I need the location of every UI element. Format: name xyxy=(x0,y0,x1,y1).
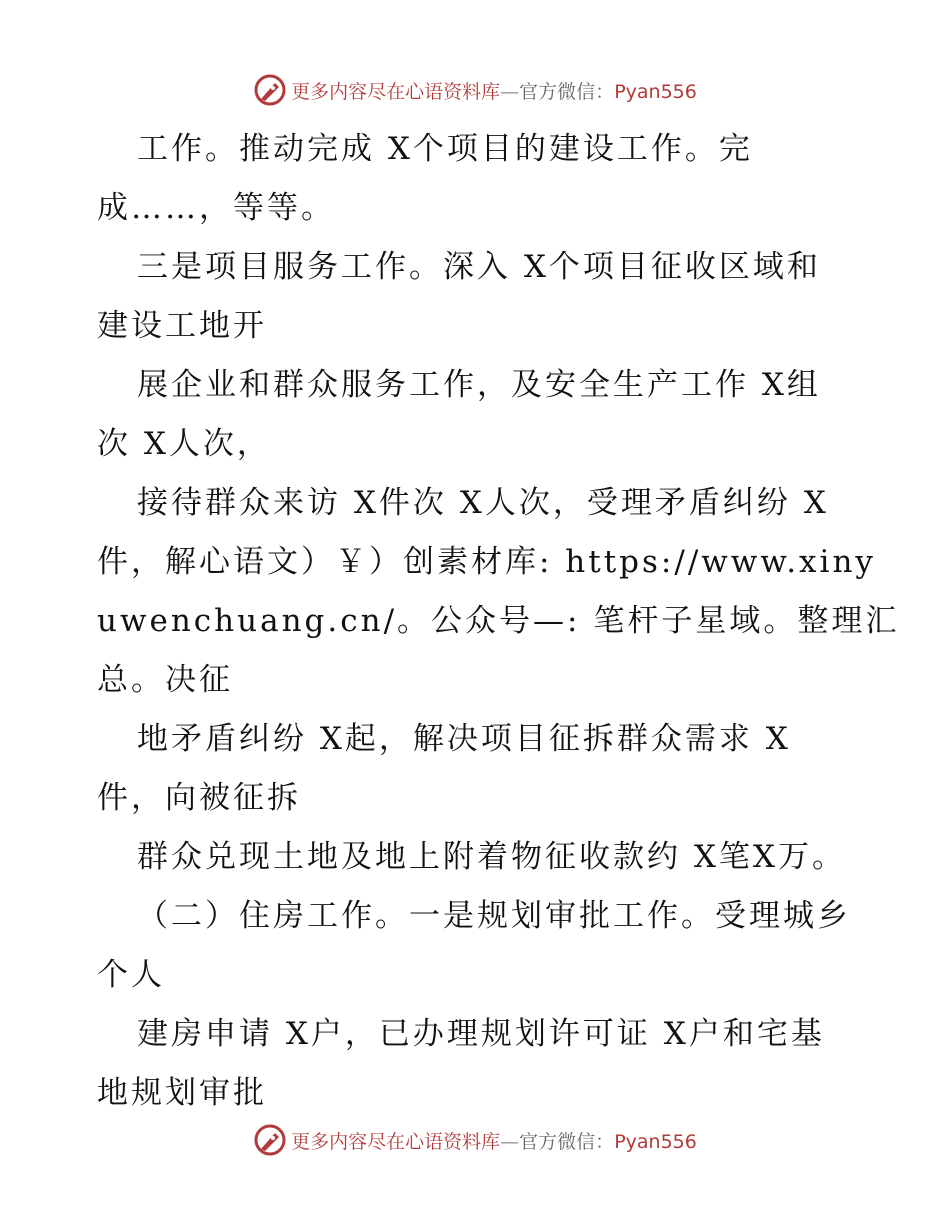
text-line: 建房申请 X户，已办理规划许可证 X户和宅基 xyxy=(137,1016,825,1052)
text-line: 个人 xyxy=(97,957,165,993)
pen-nib-logo-icon xyxy=(253,73,287,107)
pen-nib-logo-icon xyxy=(253,1123,287,1157)
text-line: （二）住房工作。一是规划审批工作。受理城乡 xyxy=(137,898,851,934)
document-body xyxy=(97,120,900,1123)
banner-title: 更多内容尽在心语资料库 xyxy=(291,1130,501,1153)
text-line: 成……，等等。 xyxy=(97,190,335,226)
wechat-label: 官方微信： xyxy=(519,80,615,103)
footer-banner xyxy=(0,1120,950,1160)
text-line: 次 X人次， xyxy=(97,426,271,462)
text-line: 地规划审批 xyxy=(97,1075,267,1111)
text-line: 建设工地开 xyxy=(97,308,267,344)
text-line: 展企业和群众服务工作，及安全生产工作 X组 xyxy=(137,367,821,403)
text-line: uwenchuang.cn/。公众号—: 笔杆子星域。整理汇 xyxy=(97,603,900,639)
text-line: 件，向被征拆 xyxy=(97,780,301,816)
text-line: 群众兑现土地及地上附着物征收款约 X笔X万。 xyxy=(137,839,846,875)
banner-separator: — xyxy=(500,80,520,103)
wechat-label: 官方微信： xyxy=(519,1130,615,1153)
banner-separator: — xyxy=(500,1130,520,1153)
header-banner xyxy=(0,70,950,110)
text-line: 三是项目服务工作。深入 X个项目征收区域和 xyxy=(137,249,821,285)
banner-title: 更多内容尽在心语资料库 xyxy=(291,80,501,103)
text-line: 件，解心语文）￥）创素材库: https://www.xiny xyxy=(97,544,876,580)
text-line: 接待群众来访 X件次 X人次，受理矛盾纠纷 X xyxy=(137,485,829,521)
wechat-id: Pyan556 xyxy=(614,80,697,103)
text-line: 工作。推动完成 X个项目的建设工作。完 xyxy=(137,131,753,167)
text-line: 总。决征 xyxy=(97,662,233,698)
text-line: 地矛盾纠纷 X起，解决项目征拆群众需求 X xyxy=(137,721,791,757)
wechat-id: Pyan556 xyxy=(614,1130,697,1153)
